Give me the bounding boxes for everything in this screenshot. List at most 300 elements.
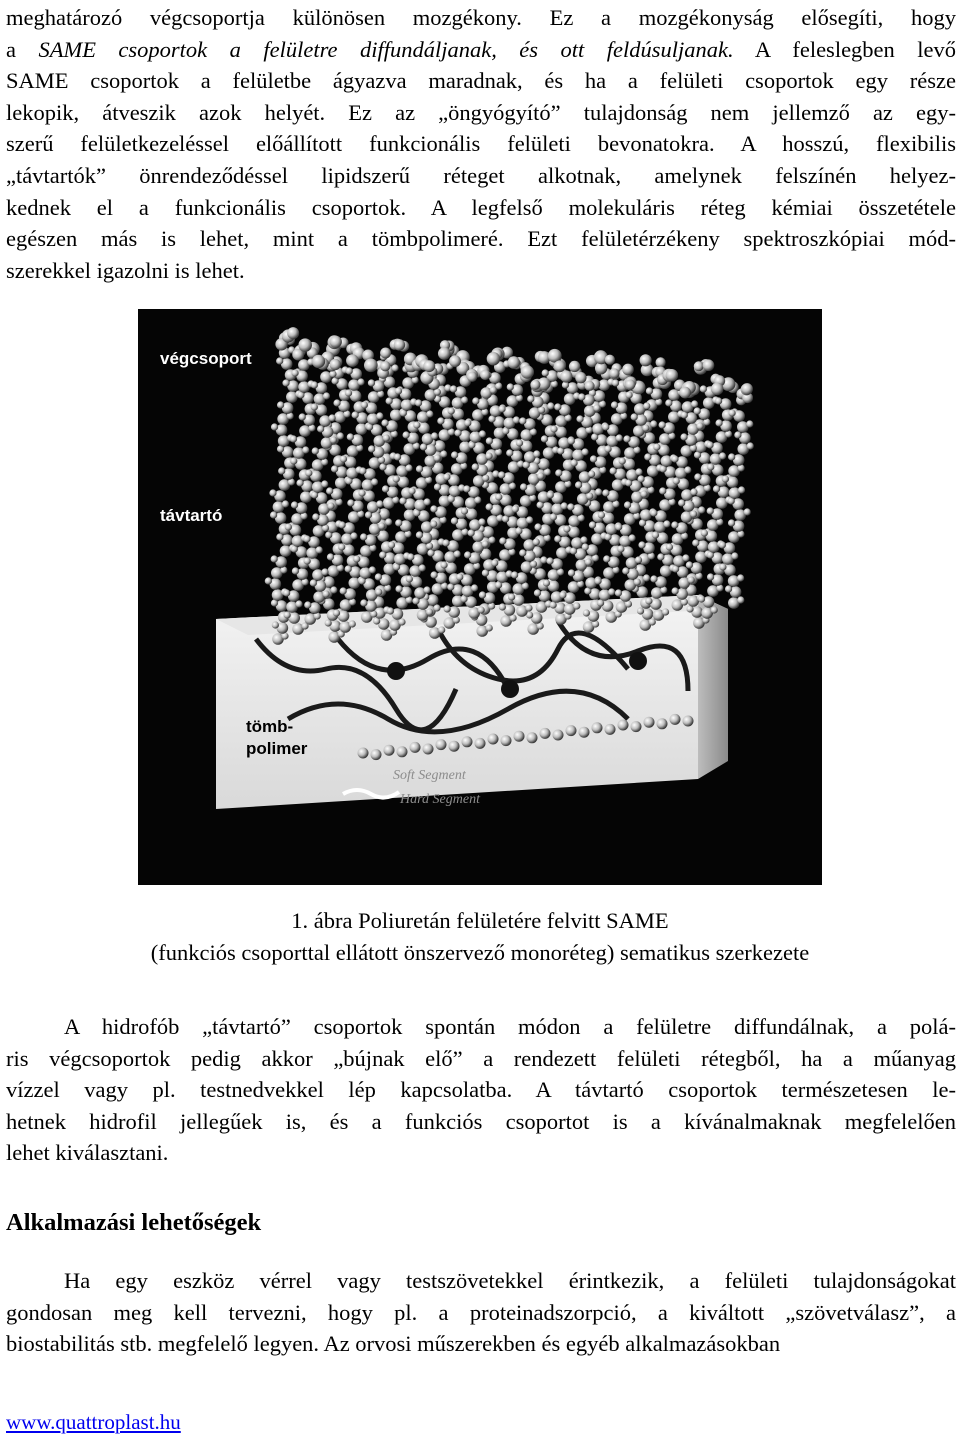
hydrogen-atom [486,437,493,444]
end-group-atom [569,361,580,372]
hydrogen-atom [737,574,744,581]
hydrogen-atom [650,420,657,427]
hydrogen-atom [541,435,548,442]
hydrogen-atom [407,553,414,560]
bulk-atom [371,749,382,760]
text-segment: „távtartók” önrendeződéssel lipidszerű réteget alkotnak, amelynek felszínén helyez- [6,162,956,188]
hydrogen-atom [698,595,705,602]
text-segment: szerű felületkezeléssel előállított funkcionális felületi bevonatokra. A hosszú, flexibilis [6,131,956,157]
hydrogen-atom [265,577,272,584]
text-line [6,223,956,255]
hydrogen-atom [543,579,550,586]
hydrogen-atom [383,434,390,441]
hydrogen-atom [533,538,540,545]
end-group-atom [394,339,405,350]
hydrogen-atom [573,602,580,609]
hydrogen-atom [360,533,367,540]
hydrogen-atom [580,536,587,543]
hydrogen-atom [291,501,298,508]
bulk-atom [553,730,564,741]
text-line [6,128,956,160]
hydrogen-atom [576,415,583,422]
hydrogen-atom [430,520,437,527]
hydrogen-atom [490,386,497,393]
hydrogen-atom [520,483,527,490]
bulk-atom [683,716,694,727]
hydrogen-atom [729,409,736,416]
hydrogen-atom [533,450,540,457]
hydrogen-atom [744,508,751,515]
hydrogen-atom [290,435,297,442]
label-bulk-polymer-1: tömb- [246,717,294,736]
end-group-atom [560,370,572,382]
hydrogen-atom [423,586,430,593]
hydrogen-atom [623,435,630,442]
hydrogen-atom [568,569,575,576]
hydrogen-atom [506,449,513,456]
text-segment: szerekkel igazolni is lehet. [6,257,245,283]
end-group-atom [741,383,753,395]
hydrogen-atom [472,463,479,470]
hydrogen-atom [698,506,705,513]
hydrogen-atom [299,413,306,420]
hydrogen-atom [602,423,609,430]
bulk-atom [540,728,551,739]
bulk-atom [358,748,369,759]
end-group-atom [679,387,691,399]
end-group-atom [656,357,666,367]
hydrogen-atom [731,552,738,559]
text-line [6,1265,956,1297]
hydrogen-atom [581,448,588,455]
hydrogen-atom [682,554,689,561]
hydrogen-atom [663,520,670,527]
hydrogen-atom [690,488,697,495]
hydrogen-atom [271,423,278,430]
hydrogen-atom [611,401,618,408]
hydrogen-atom [270,511,277,518]
hydrogen-atom [276,533,283,540]
hydrogen-atom [312,447,319,454]
text-segment: biostabilitás stb. megfelelő legyen. Az orvosi műszerekben és egyéb alkalmazásokban [6,1331,781,1357]
paragraph-same-mobility [6,2,956,286]
hydrogen-atom [311,381,318,388]
text-line [6,1328,956,1360]
hydrogen-atom [594,577,601,584]
hydrogen-atom [478,518,485,525]
hydrogen-atom [464,551,471,558]
hydrogen-atom [405,464,412,471]
text-segment: hetnek hidrofil jellegűek is, és a funkciós csoportot is a kívánalmaknak megfelelően [6,1108,956,1134]
hydrogen-atom [290,457,297,464]
hydrogen-atom [563,525,570,532]
hydrogen-atom [430,571,437,578]
hydrogen-atom [350,532,357,539]
hydrogen-atom [485,452,492,459]
figure-same-structure [138,309,822,885]
hydrogen-atom [700,385,707,392]
end-group-atom [640,354,652,366]
hydrogen-atom [547,491,554,498]
inner-text-soft-segment: Soft Segment [393,768,466,783]
hydrogen-atom [376,412,383,419]
hydrogen-atom [737,596,744,603]
hydrogen-atom [295,600,302,607]
hydrogen-atom [426,608,433,615]
hydrogen-atom [719,452,726,459]
hydrogen-atom [408,487,415,494]
text-line [6,160,956,192]
hydrogen-atom [635,468,642,475]
hydrogen-atom [589,521,596,528]
hydrogen-atom [634,578,641,585]
hydrogen-atom [478,606,485,613]
hydrogen-atom [643,574,650,581]
hydrogen-atom [395,519,402,526]
hydrogen-atom [638,541,645,548]
hydrogen-atom [393,475,400,482]
hydrogen-atom [486,503,493,510]
hydrogen-atom [715,419,722,426]
hydrogen-atom [511,571,518,578]
hydrogen-atom [673,477,680,484]
hydrogen-atom [649,618,656,625]
end-group-atom [521,365,534,378]
hydrogen-atom [387,607,394,614]
hydrogen-atom [694,473,701,480]
hydrogen-atom [321,568,328,575]
end-group-atom [312,355,325,368]
hydrogen-atom [747,442,754,449]
hydrogen-atom [628,534,635,541]
hydrogen-atom [491,559,498,566]
hydrogen-atom [653,443,660,450]
hydrogen-atom [635,556,642,563]
hydrogen-atom [269,489,276,496]
hydrogen-atom [595,488,602,495]
hydrogen-atom [340,587,347,594]
text-line [6,1106,956,1138]
hydrogen-atom [347,499,354,506]
hydrogen-atom [711,606,718,613]
hydrogen-atom [659,487,666,494]
text-line [6,2,956,34]
text-segment: lehet kiválasztani. [6,1140,169,1166]
hydrogen-atom [388,541,395,548]
bulk-atom [579,727,590,738]
text-segment: lekopik, átveszik azok helyét. Ez az „öngyógyító” tulajdonság nem jellemző az egy- [6,99,956,125]
hydrogen-atom [608,588,615,595]
footer-website-link[interactable]: www.quattroplast.hu [6,1410,181,1434]
hydrogen-atom [451,517,458,524]
hydrogen-atom [486,624,493,631]
hydrogen-atom [550,425,557,432]
bulk-atom [501,735,512,746]
hydrogen-atom [672,587,679,594]
text-segment: Ha egy eszköz vérrel vagy testszövetekkel érintkezik, a felületi tulajdonságokat [64,1268,956,1293]
hydrogen-atom [590,455,597,462]
bulk-atom [423,744,434,755]
text-segment: A feleslegben levő [733,36,956,62]
hydrogen-atom [327,502,334,509]
hydrogen-atom [357,378,364,385]
hydrogen-atom [650,575,657,582]
text-segment: egészen más is lehet, mint a tömbpolimeré. Ezt felületérzékeny spektroszkópiai mód- [6,226,956,252]
hydrogen-atom [646,387,653,394]
hydrogen-atom [665,399,672,406]
hydrogen-atom [368,379,375,386]
end-group-atom [554,360,566,372]
hydrogen-atom [637,607,644,614]
end-group-atom [625,379,635,389]
crosslink-node-1 [501,680,519,698]
hydrogen-atom [323,392,330,399]
text-segment: meghatározó végcsoportja különösen mozgékony. Ez a mozgékonyság elősegíti, hogy [6,5,956,30]
hydrogen-atom [554,403,561,410]
label-end-group: végcsoport [160,349,252,368]
bulk-atom [384,745,395,756]
hydrogen-atom [734,431,741,438]
inner-text-hard-segment: Hard Segment [400,792,480,807]
hydrogen-atom [415,399,422,406]
hydrogen-atom [327,553,334,560]
hydrogen-atom [438,626,445,633]
text-line [6,1137,956,1169]
end-group-atom [711,383,723,395]
hydrogen-atom [416,531,423,538]
hydrogen-atom [431,432,438,439]
paragraph-hydrophobic-spacers [6,1011,956,1169]
hydrogen-atom [296,479,303,486]
hydrogen-atom [602,489,609,496]
hydrogen-atom [624,501,631,508]
text-line [6,34,956,66]
hydrogen-atom [443,473,450,480]
hydrogen-atom [519,417,526,424]
hydrogen-atom [666,543,673,550]
hydrogen-atom [626,391,633,398]
hydrogen-atom [588,470,595,477]
hydrogen-atom [430,505,437,512]
hydrogen-atom [616,434,623,441]
hydrogen-atom [317,425,324,432]
hydrogen-atom [329,370,336,377]
figure-illustration [138,309,822,885]
hydrogen-atom [359,467,366,474]
hydrogen-atom [395,387,402,394]
text-line [6,1074,956,1106]
hydrogen-atom [456,573,463,580]
hydrogen-atom [292,567,299,574]
text-segment: kednek el a funkcionális csoportok. A legfelső molekuláris réteg kémiai összetétele [6,194,956,220]
hydrogen-atom [508,593,515,600]
end-group-atom [480,370,490,380]
end-group-atom [287,327,299,339]
hydrogen-atom [534,523,541,530]
hydrogen-atom [690,510,697,517]
hydrogen-atom [534,589,541,596]
hydrogen-atom [394,453,401,460]
hydrogen-atom [516,439,523,446]
hydrogen-atom [507,383,514,390]
hydrogen-atom [678,499,685,506]
hydrogen-atom [416,465,423,472]
text-segment: a [6,36,39,62]
text-segment: gondosan meg kell tervezni, hogy pl. a proteinadszorpció, a kiváltott „szövetválasz”, a [6,1299,956,1325]
hydrogen-atom [271,555,278,562]
end-group-atom [530,380,540,390]
hydrogen-atom [277,401,284,408]
end-group-atom [507,356,520,369]
hydrogen-atom [738,486,745,493]
hydrogen-atom [527,395,534,402]
hydrogen-atom [304,557,311,564]
end-group-atom [694,361,704,371]
paragraph-applications [6,1265,956,1360]
text-line [6,97,956,129]
hydrogen-atom [631,413,638,420]
hydrogen-atom [728,453,735,460]
end-group-atom [585,381,595,391]
hydrogen-atom [291,369,298,376]
italic-text: SAME csoportok a felületre diffundáljanak, és ott feldúsuljanak. [38,36,734,62]
bulk-atom [436,739,447,750]
hydrogen-atom [707,573,714,580]
hydrogen-atom [671,521,678,528]
hydrogen-atom [321,480,328,487]
hydrogen-atom [472,397,479,404]
hydrogen-atom [554,535,561,542]
text-line [6,65,956,97]
hydrogen-atom [448,407,455,414]
text-segment: SAME csoportok a felületbe ágyazva maradnak, és ha a felületi csoportok egy része [6,68,956,94]
bulk-atom [449,741,460,752]
hydrogen-atom [583,609,590,616]
end-group-atom [605,355,615,365]
end-group-atom [423,360,435,372]
hydrogen-atom [369,566,376,573]
hydrogen-atom [398,618,405,625]
hydrogen-atom [368,445,375,452]
hydrogen-atom [643,402,650,409]
hydrogen-atom [361,401,368,408]
hydrogen-atom [615,523,622,530]
hydrogen-atom [615,589,622,596]
hydrogen-atom [391,364,398,371]
hydrogen-atom [461,507,468,514]
hydrogen-atom [555,469,562,476]
bulk-atom [631,721,642,732]
hydrogen-atom [645,597,652,604]
hydrogen-atom [353,555,360,562]
hydrogen-atom [499,537,506,544]
hydrogen-atom [375,588,382,595]
end-group-atom [467,371,477,381]
end-group-atom [703,359,715,371]
hydrogen-atom [585,558,592,565]
hydrogen-atom [385,518,392,525]
end-group-atom [609,368,619,378]
hydrogen-atom [345,389,352,396]
hydrogen-atom [442,539,449,546]
hydrogen-atom [349,620,356,627]
hydrogen-atom [305,469,312,476]
hydrogen-atom [330,436,337,443]
hydrogen-atom [340,455,347,462]
hydrogen-atom [346,367,353,374]
hydrogen-atom [326,487,333,494]
section-heading: Alkalmazási lehetőségek [6,1209,262,1236]
hydrogen-atom [450,385,457,392]
hydrogen-atom [302,446,309,453]
hydrogen-atom [440,561,447,568]
hydrogen-atom [725,585,732,592]
text-line [6,1297,956,1329]
hydrogen-atom [406,575,413,582]
hydrogen-atom [546,557,553,564]
hydrogen-atom [567,503,574,510]
hydrogen-atom [316,546,323,553]
hydrogen-atom [650,509,657,516]
hydrogen-atom [701,529,708,536]
hydrogen-atom [540,556,547,563]
hydrogen-atom [657,553,664,560]
hydrogen-atom [498,405,505,412]
hydrogen-atom [746,420,753,427]
hydrogen-atom [282,379,289,386]
hydrogen-atom [671,455,678,462]
hydrogen-atom [464,419,471,426]
hydrogen-atom [575,481,582,488]
hydrogen-atom [598,511,605,518]
hydrogen-atom [312,513,319,520]
hydrogen-atom [402,431,409,438]
hydrogen-atom [347,433,354,440]
hydrogen-atom [444,605,451,612]
hydrogen-atom [525,604,532,611]
hydrogen-atom [578,393,585,400]
text-line [6,192,956,224]
hydrogen-atom [691,400,698,407]
end-group-atom [666,369,679,382]
hydrogen-atom [338,543,345,550]
hydrogen-atom [323,590,330,597]
hydrogen-atom [395,585,402,592]
hydrogen-atom [537,472,544,479]
hydrogen-atom [713,485,720,492]
hydrogen-atom [684,466,691,473]
hydrogen-atom [278,467,285,474]
hydrogen-atom [715,397,722,404]
hydrogen-atom [479,430,486,437]
hydrogen-atom [688,576,695,583]
hydrogen-atom [282,500,289,507]
hydrogen-atom [471,584,478,591]
hydrogen-atom [542,369,549,376]
hydrogen-atom [358,489,365,496]
hydrogen-atom [603,555,610,562]
bulk-atom [514,731,525,742]
hydrogen-atom [692,539,699,546]
bulk-atom [618,720,629,731]
hydrogen-atom [513,416,520,423]
hydrogen-atom [304,601,311,608]
end-group-atom [364,358,378,372]
hydrogen-atom [333,399,340,406]
hydrogen-atom [303,535,310,542]
hydrogen-atom [706,441,713,448]
end-group-atom [449,355,461,367]
